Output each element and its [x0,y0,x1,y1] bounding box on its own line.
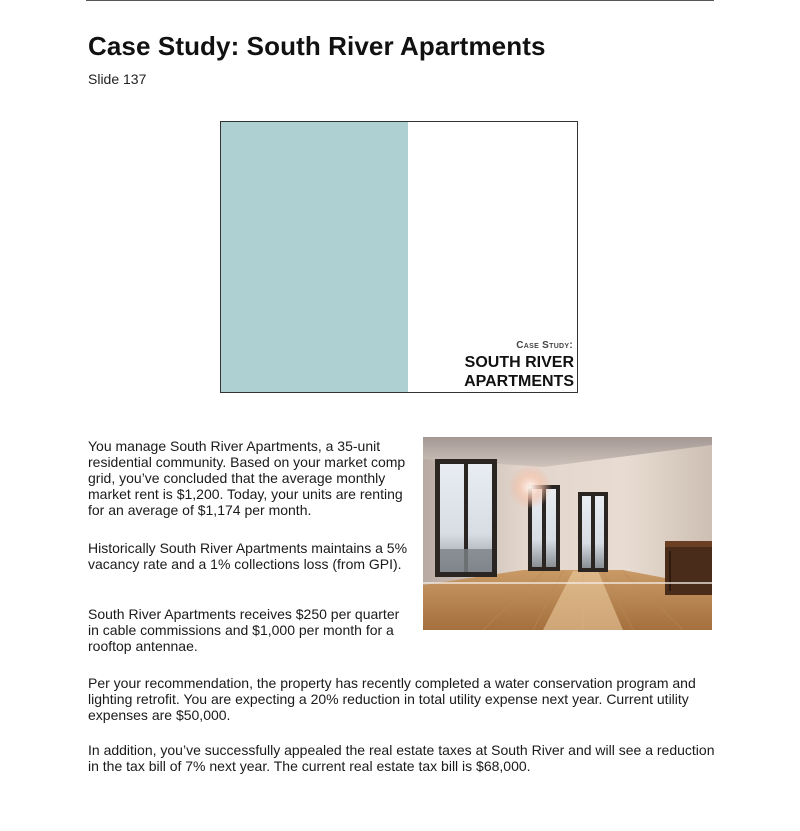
slide-number: Slide 137 [88,71,147,87]
page-title: Case Study: South River Apartments [88,31,546,61]
paragraph-vacancy: Historically South River Apartments maintains a 5% vacancy rate and a 1% collections loss (from GPI). [88,540,408,572]
apartment-photo [423,437,712,630]
paragraph-taxes: In addition, you’ve successfully appealed the real estate taxes at South River and will see a reduction in the tax bill of 7% next year. The current real estate tax bill is $68,000. [88,742,715,774]
slide-thumbnail [220,121,578,393]
slide-title: SOUTH RIVER APARTMENTS [464,354,574,390]
paragraph-overview: You manage South River Apartments, a 35-unit residential community. Based on your market comp grid, you’ve concluded that the average monthly market rent is $1,200. Today, your units are renting for an average of $1,174 per month. [88,438,406,518]
empty-apartment-interior-icon [423,437,712,630]
paragraph-other-income: South River Apartments receives $250 per quarter in cable commissions and $1,000 per month for a rooftop antennae. [88,606,400,654]
slide-kicker: Case Study: [516,340,573,351]
top-rule [86,0,714,1]
slide-color-panel [221,122,408,392]
paragraph-utilities: Per your recommendation, the property has recently completed a water conservation program and lighting retrofit. You are expecting a 20% reduction in total utility expense next year. Current utility expenses are $50,000. [88,675,696,723]
